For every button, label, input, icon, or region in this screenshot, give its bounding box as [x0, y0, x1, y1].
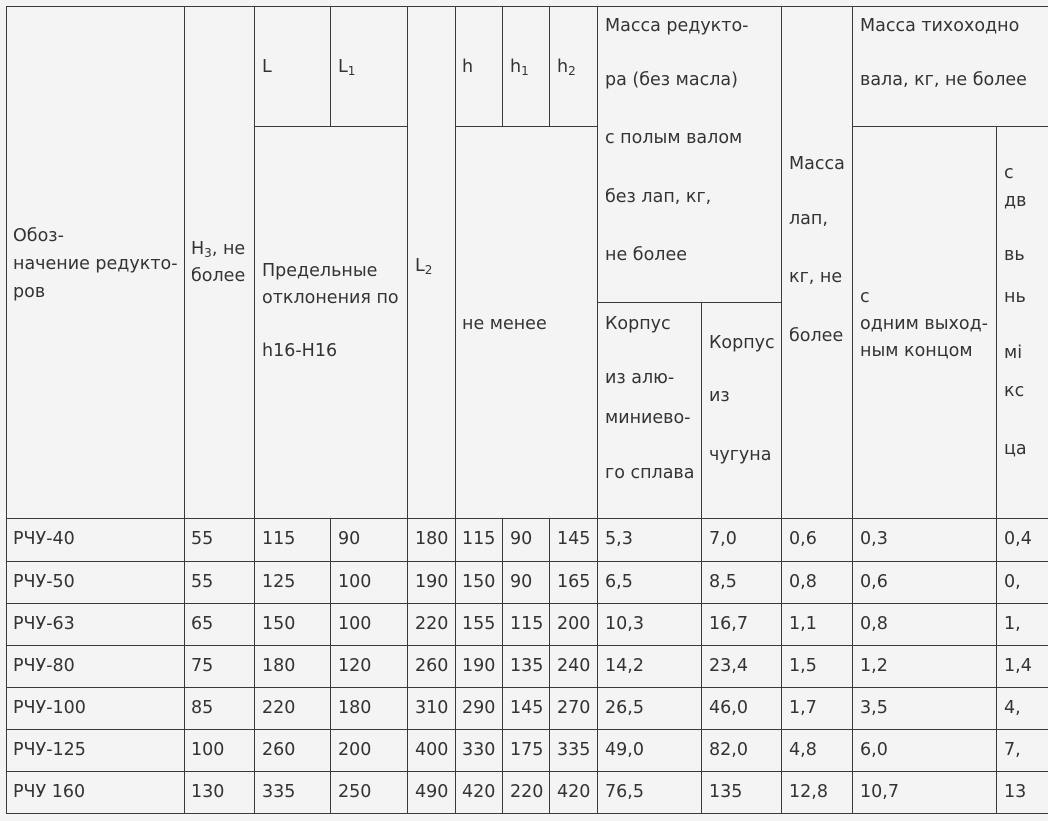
cell-shaft-one-end: 0,3: [860, 529, 888, 549]
cell-L1: 180: [338, 698, 372, 718]
cell-shaft-one-end: 10,7: [860, 782, 899, 802]
cell-L2: 190: [415, 572, 449, 592]
cell-h1: 135: [510, 656, 544, 676]
cell-h3: 65: [191, 614, 214, 634]
col-divider-h1-h2-body: [549, 518, 550, 814]
cell-h3: 75: [191, 656, 214, 676]
cell-L2: 260: [415, 656, 449, 676]
cell-mass-al: 26,5: [605, 698, 644, 718]
cell-h3: 85: [191, 698, 214, 718]
cell-L: 125: [262, 572, 296, 592]
header-body-cast-line3: чугуна: [709, 445, 772, 465]
cell-feet-mass: 12,8: [789, 782, 828, 802]
header-divider-L: [254, 126, 408, 127]
row-divider: [6, 603, 1048, 604]
header-slow-shaft-mass-line2: вала, кг, не более: [860, 70, 1027, 90]
cell-L: 335: [262, 782, 296, 802]
header-two-end-line3: вь: [1004, 245, 1025, 265]
col-divider: [597, 6, 598, 814]
cell-h: 330: [462, 740, 496, 760]
header-one-end-line3: ным концом: [860, 341, 973, 361]
header-reducer-mass-line3: с полым валом: [605, 128, 743, 148]
cell-h2: 165: [557, 572, 591, 592]
cell-shaft-one-end: 3,5: [860, 698, 888, 718]
col-divider: [407, 6, 408, 814]
cell-L1: 100: [338, 572, 372, 592]
header-body-al-line4: го сплава: [605, 463, 695, 483]
header-reducer-mass-line4: без лап, кг,: [605, 187, 712, 207]
cell-designation: РЧУ-100: [13, 698, 86, 718]
cell-h: 290: [462, 698, 496, 718]
header-tolerance-line2: отклонения по: [262, 288, 399, 308]
cell-shaft-one-end: 0,8: [860, 614, 888, 634]
header-designation-line1: Обоз-: [13, 226, 64, 246]
col-divider-body-types: [701, 302, 702, 814]
header-designation-line2: начение редукто-: [13, 254, 178, 274]
cell-L2: 310: [415, 698, 449, 718]
header-divider-h: [455, 126, 597, 127]
cell-h3: 130: [191, 782, 225, 802]
header-body-cast-line1: Корпус: [709, 333, 775, 353]
header-two-end-line2: дв: [1004, 191, 1027, 211]
cell-feet-mass: 1,1: [789, 614, 817, 634]
cell-L: 180: [262, 656, 296, 676]
cell-designation: РЧУ 160: [13, 782, 86, 802]
header-feet-mass-line2: лап,: [789, 209, 828, 229]
header-feet-mass-line3: кг, не: [789, 267, 843, 287]
cell-feet-mass: 4,8: [789, 740, 817, 760]
row-divider: [6, 729, 1048, 730]
cell-h1: 115: [510, 614, 544, 634]
header-feet-mass-line4: более: [789, 326, 844, 346]
cell-h2: 145: [557, 529, 591, 549]
cell-h1: 90: [510, 529, 533, 549]
cell-h3: 55: [191, 529, 214, 549]
cell-feet-mass: 0,8: [789, 572, 817, 592]
table-bottom-border: [6, 813, 1048, 814]
cell-h2: 420: [557, 782, 591, 802]
cell-h2: 270: [557, 698, 591, 718]
header-one-end-line1: с: [860, 287, 870, 307]
cell-L2: 400: [415, 740, 449, 760]
cell-designation: РЧУ-40: [13, 529, 75, 549]
header-two-end-line1: с: [1004, 163, 1014, 183]
header-divider-mass: [597, 302, 782, 303]
cell-shaft-two-end: 13: [1004, 782, 1027, 802]
cell-h: 190: [462, 656, 496, 676]
cell-h1: 90: [510, 572, 533, 592]
cell-L1: 250: [338, 782, 372, 802]
col-divider: [254, 6, 255, 814]
header-L1: $L_1$: [338, 57, 356, 78]
col-divider: [184, 6, 185, 814]
cell-h: 150: [462, 572, 496, 592]
col-divider: [781, 6, 782, 814]
cell-feet-mass: 0,6: [789, 529, 817, 549]
cell-feet-mass: 1,5: [789, 656, 817, 676]
header-divider-slow-shaft: [852, 126, 1048, 127]
header-two-end-line4: нь: [1004, 287, 1026, 307]
cell-h2: 335: [557, 740, 591, 760]
cell-designation: РЧУ-63: [13, 614, 75, 634]
row-divider: [6, 645, 1048, 646]
row-divider: [6, 561, 1048, 562]
cell-shaft-two-end: 4,: [1004, 698, 1021, 718]
cell-shaft-two-end: 1,: [1004, 614, 1021, 634]
header-L: L: [262, 57, 272, 77]
cell-h: 420: [462, 782, 496, 802]
cell-mass-al: 76,5: [605, 782, 644, 802]
cell-L1: 120: [338, 656, 372, 676]
header-body-cast-line2: из: [709, 386, 730, 406]
cell-shaft-one-end: 1,2: [860, 656, 888, 676]
header-not-less: не менее: [462, 314, 547, 334]
cell-h2: 200: [557, 614, 591, 634]
col-divider-L-L1-body: [330, 518, 331, 814]
col-divider: [852, 6, 853, 814]
cell-shaft-two-end: 0,: [1004, 572, 1021, 592]
header-two-end-line7: ца: [1004, 439, 1027, 459]
cell-designation: РЧУ-125: [13, 740, 86, 760]
cell-h1: 175: [510, 740, 544, 760]
col-divider-h1-h2: [549, 6, 550, 127]
cell-h: 155: [462, 614, 496, 634]
cell-L1: 100: [338, 614, 372, 634]
cell-mass-cast: 82,0: [709, 740, 748, 760]
col-divider-L-L1: [330, 6, 331, 127]
cell-mass-cast: 8,5: [709, 572, 737, 592]
header-h: h: [462, 57, 474, 77]
header-h3: $H_3$, не: [191, 239, 246, 260]
cell-h1: 220: [510, 782, 544, 802]
cell-L2: 490: [415, 782, 449, 802]
header-h1: $h_1$: [510, 57, 529, 78]
cell-L1: 90: [338, 529, 361, 549]
cell-h: 115: [462, 529, 496, 549]
cell-mass-al: 5,3: [605, 529, 633, 549]
cell-shaft-two-end: 1,4: [1004, 656, 1032, 676]
header-h3-line2: более: [191, 266, 246, 286]
cell-L: 220: [262, 698, 296, 718]
header-two-end-line6: кс: [1004, 381, 1025, 401]
cell-mass-cast: 46,0: [709, 698, 748, 718]
cell-designation: РЧУ-50: [13, 572, 75, 592]
cell-L1: 200: [338, 740, 372, 760]
cell-h3: 100: [191, 740, 225, 760]
header-feet-mass-line1: Масса: [789, 154, 845, 174]
header-slow-shaft-mass-line1: Масса тихоходно: [860, 16, 1020, 36]
header-two-end-line5: мі: [1004, 343, 1023, 363]
header-bottom-border: [6, 518, 1048, 519]
cell-mass-al: 14,2: [605, 656, 644, 676]
cell-L2: 180: [415, 529, 449, 549]
header-body-al-line1: Корпус: [605, 314, 671, 334]
row-divider: [6, 771, 1048, 772]
cell-mass-al: 10,3: [605, 614, 644, 634]
header-body-al-line2: из алю-: [605, 368, 675, 388]
cell-L2: 220: [415, 614, 449, 634]
cell-mass-cast: 7,0: [709, 529, 737, 549]
cell-mass-cast: 135: [709, 782, 743, 802]
header-body-al-line3: миниево-: [605, 408, 691, 428]
row-divider: [6, 687, 1048, 688]
col-divider-h-h1-body: [502, 518, 503, 814]
header-h2: $h_2$: [557, 57, 576, 78]
cell-h1: 145: [510, 698, 544, 718]
cell-shaft-two-end: 7,: [1004, 740, 1021, 760]
header-tolerance-line3: h16-H16: [262, 341, 338, 361]
cell-designation: РЧУ-80: [13, 656, 75, 676]
col-divider: [455, 6, 456, 814]
header-one-end-line2: одним выход-: [860, 314, 988, 334]
header-tolerance-line1: Предельные: [262, 261, 378, 281]
header-designation-line3: ров: [13, 282, 46, 302]
header-L2: $L_2$: [415, 256, 433, 277]
table-left-border: [6, 6, 7, 814]
cell-L: 260: [262, 740, 296, 760]
table-top-border: [6, 6, 1048, 7]
cell-mass-al: 49,0: [605, 740, 644, 760]
header-reducer-mass-line5: не более: [605, 245, 687, 265]
cell-mass-cast: 23,4: [709, 656, 748, 676]
cell-shaft-one-end: 6,0: [860, 740, 888, 760]
cell-feet-mass: 1,7: [789, 698, 817, 718]
cell-L: 115: [262, 529, 296, 549]
header-reducer-mass-line1: Масса редукто-: [605, 16, 749, 36]
cell-h3: 55: [191, 572, 214, 592]
cell-mass-al: 6,5: [605, 572, 633, 592]
col-divider-h-h1: [502, 6, 503, 127]
header-reducer-mass-line2: ра (без масла): [605, 70, 738, 90]
cell-L: 150: [262, 614, 296, 634]
cell-h2: 240: [557, 656, 591, 676]
cell-shaft-one-end: 0,6: [860, 572, 888, 592]
cell-shaft-two-end: 0,4: [1004, 529, 1032, 549]
cell-mass-cast: 16,7: [709, 614, 748, 634]
col-divider-shaft-ends: [996, 126, 997, 814]
